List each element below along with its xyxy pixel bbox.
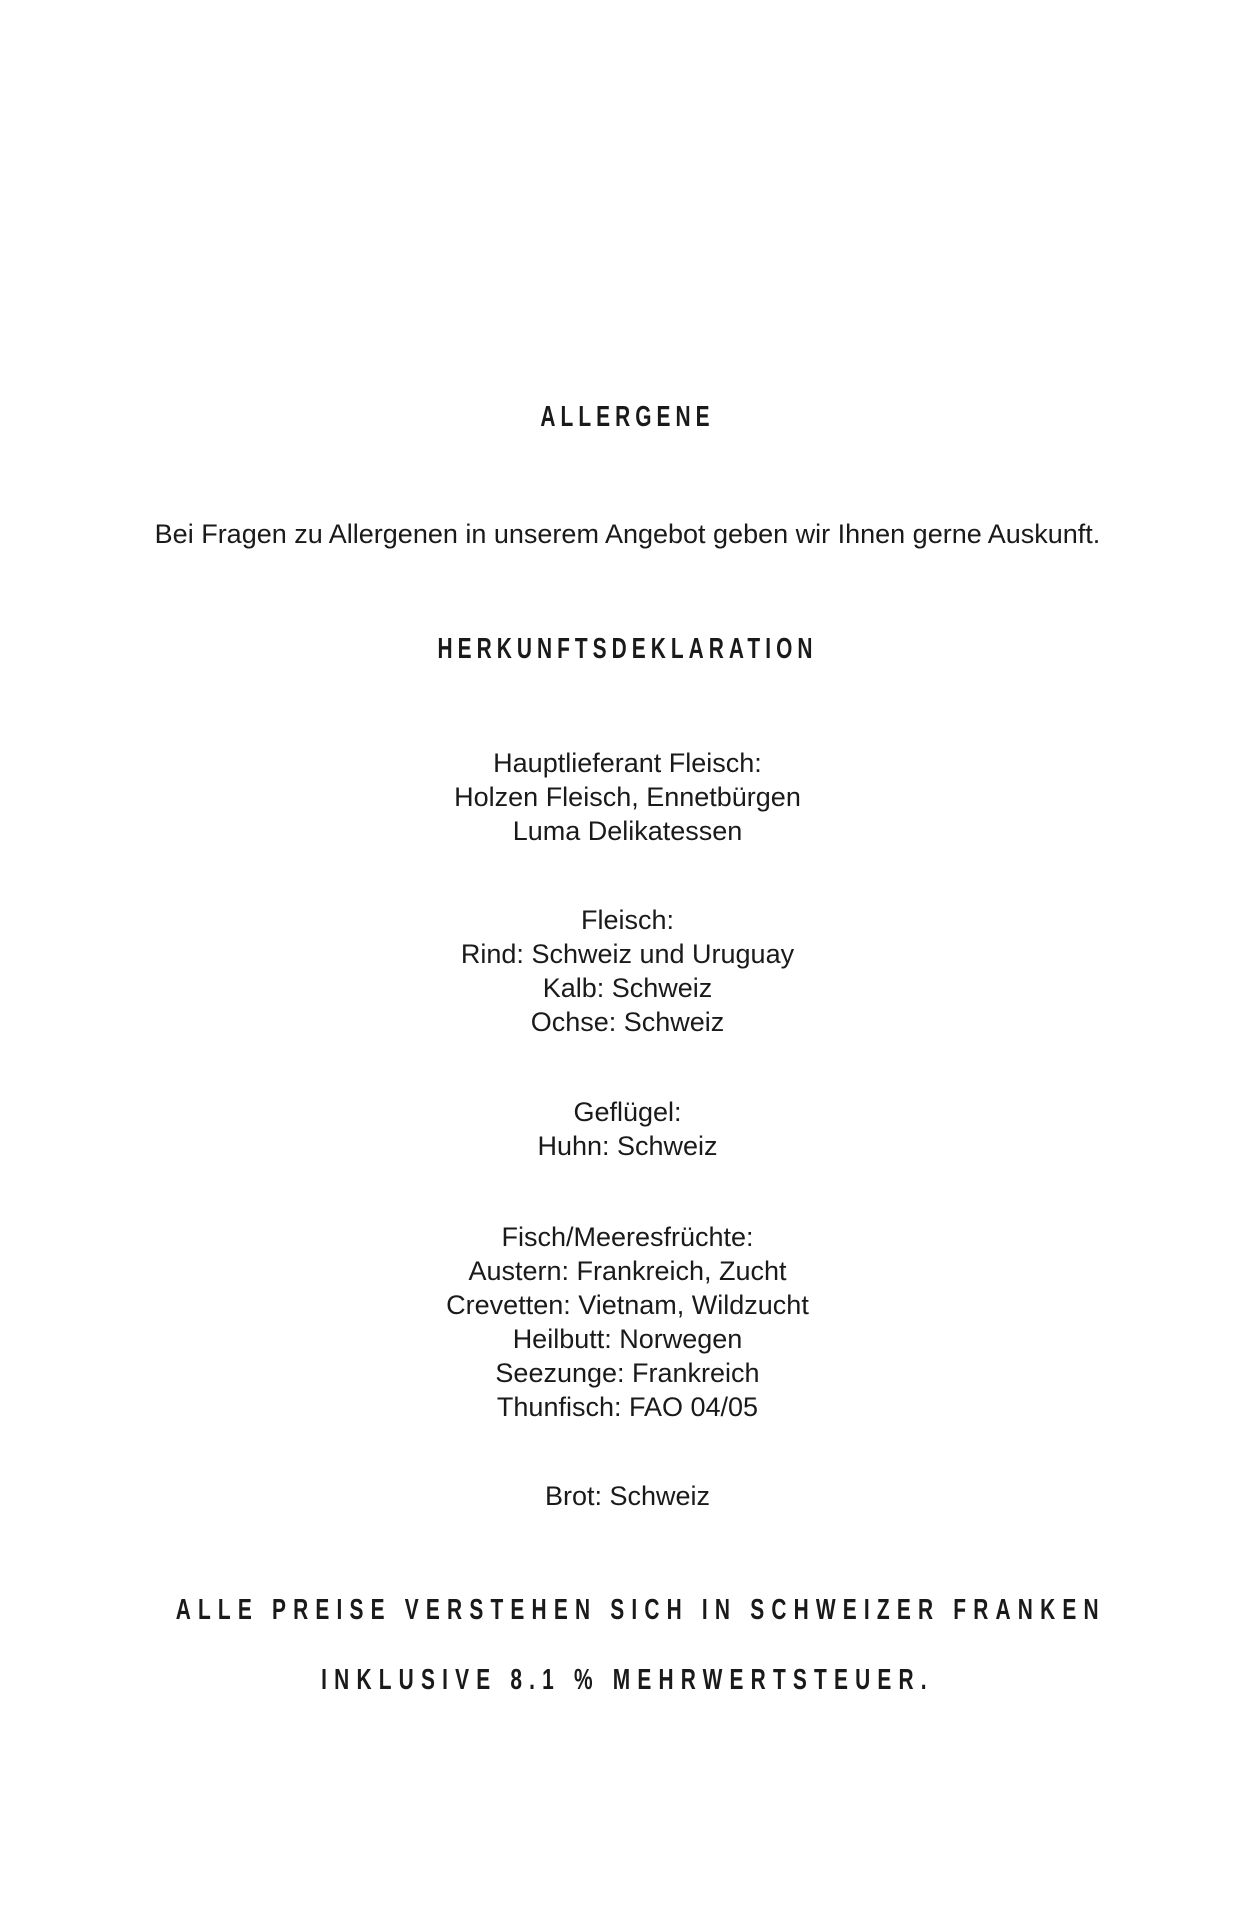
fisch-line: Austern: Frankreich, Zucht: [468, 1256, 787, 1286]
fisch-label: Fisch/Meeresfrüchte:: [501, 1222, 754, 1252]
fleisch-section: [0, 903, 1255, 1039]
fisch-line: Heilbutt: Norwegen: [512, 1324, 743, 1354]
allergene-heading: ALLERGENE: [540, 401, 715, 433]
herkunft-heading: HERKUNFTSDEKLARATION: [437, 633, 818, 665]
lieferant-line: Luma Delikatessen: [512, 816, 743, 846]
gefluegel-label: Geflügel:: [573, 1097, 682, 1127]
fleisch-line: Kalb: Schweiz: [542, 973, 713, 1003]
fisch-line: Thunfisch: FAO 04/05: [496, 1392, 759, 1422]
fisch-line: Crevetten: Vietnam, Wildzucht: [446, 1290, 809, 1320]
fleisch-line: Ochse: Schweiz: [530, 1007, 725, 1037]
lieferant-line: Holzen Fleisch, Ennetbürgen: [454, 782, 801, 812]
fisch-line: Seezunge: Frankreich: [495, 1358, 760, 1388]
gefluegel-section: [0, 1095, 1255, 1163]
footer-vat: INKLUSIVE 8.1 % MEHRWERTSTEUER.: [321, 1664, 934, 1696]
fisch-section: [0, 1220, 1255, 1424]
lieferant-label: Hauptlieferant Fleisch:: [493, 748, 762, 778]
fleisch-label: Fleisch:: [580, 905, 675, 935]
footer-prices: ALLE PREISE VERSTEHEN SICH IN SCHWEIZER FRANKEN: [175, 1594, 1106, 1626]
lieferant-section: [0, 746, 1255, 848]
gefluegel-line: Huhn: Schweiz: [537, 1131, 718, 1161]
allergene-text: Bei Fragen zu Allergenen in unserem Angebot geben wir Ihnen gerne Auskunft.: [154, 519, 1101, 549]
fleisch-line: Rind: Schweiz und Uruguay: [460, 939, 795, 969]
brot-line: Brot: Schweiz: [544, 1481, 711, 1511]
